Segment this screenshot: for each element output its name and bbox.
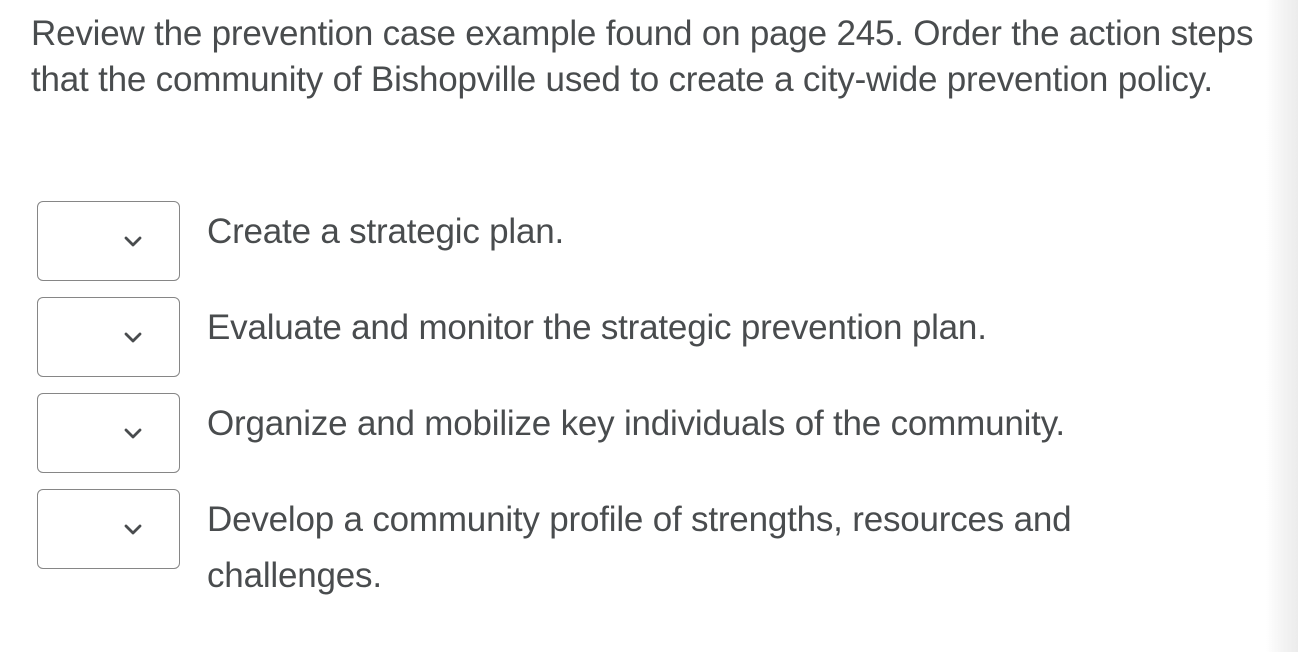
item-label: Develop a community profile of strengths, resources and challenges. [207,500,1072,595]
chevron-down-icon [124,428,142,440]
list-item [37,296,1267,392]
order-select-3[interactable] [37,393,180,473]
chevron-down-icon [124,236,142,248]
scroll-edge-shadow [1266,0,1298,652]
list-item [37,200,1267,296]
order-select-2[interactable] [37,297,180,377]
order-select-1[interactable] [37,201,180,281]
chevron-down-icon [124,332,142,344]
item-label: Organize and mobilize key individuals of the community. [207,404,1065,443]
order-select-4[interactable] [37,489,180,569]
item-label: Create a strategic plan. [207,212,565,251]
chevron-down-icon [124,524,142,536]
list-item [37,392,1267,488]
question-text: Review the prevention case example found on page 245. Order the action steps that the community of Bishopville used to create a city-wide prevention policy. [31,14,1254,99]
item-label: Evaluate and monitor the strategic prevention plan. [207,308,987,347]
ordering-list [37,200,1267,595]
list-item [37,488,1267,595]
